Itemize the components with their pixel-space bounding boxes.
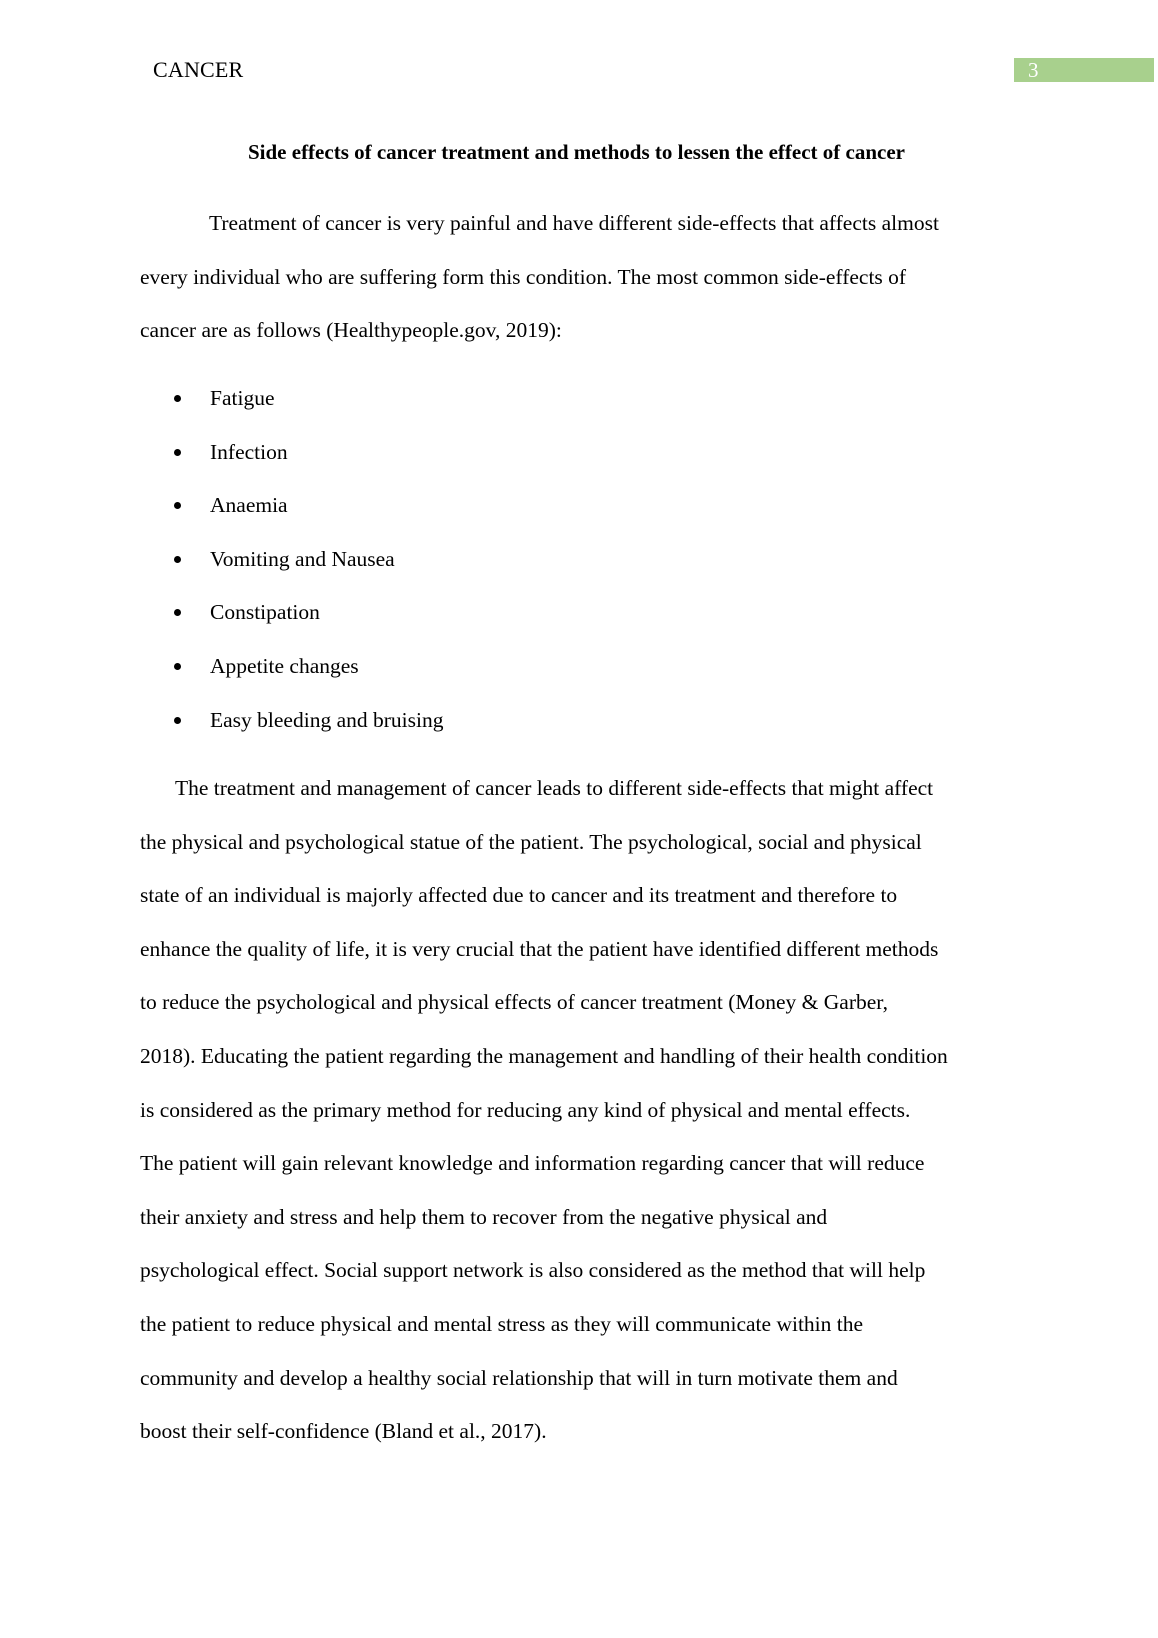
list-item-text: Vomiting and Nausea (210, 546, 395, 571)
list-item-text: Easy bleeding and bruising (210, 707, 444, 732)
paragraph-line: every individual who are suffering form this condition. The most common side-effects of (140, 264, 907, 289)
paragraph-line: their anxiety and stress and help them to recover from the negative physical and (140, 1204, 828, 1229)
paragraph-line: boost their self-confidence (Bland et al., 2017). (140, 1419, 547, 1444)
list-item-text: Anaemia (210, 493, 288, 518)
bullet-icon (174, 717, 181, 724)
paragraph-line: cancer are as follows (Healthypeople.gov, 2019): (140, 318, 562, 343)
paragraph-line: to reduce the psychological and physical effects of cancer treatment (Money & Garber, (140, 990, 888, 1015)
paragraph-line: psychological effect. Social support network is also considered as the method that will help (140, 1258, 926, 1283)
bullet-icon (174, 502, 181, 509)
paragraph-line: The treatment and management of cancer leads to different side-effects that might affect (175, 776, 934, 800)
paragraph-line: The patient will gain relevant knowledge and information regarding cancer that will reduce (140, 1151, 925, 1176)
list-item-text: Appetite changes (210, 653, 359, 678)
paragraph-line: the patient to reduce physical and mental stress as they will communicate within the (140, 1311, 864, 1336)
list-item-text: Infection (210, 439, 288, 464)
paragraph-line: Treatment of cancer is very painful and have different side-effects that affects almost (209, 211, 939, 235)
bullet-icon (174, 663, 181, 670)
bullet-icon (174, 449, 181, 456)
page-number: 3 (1028, 58, 1039, 82)
paragraph-line: is considered as the primary method for reducing any kind of physical and mental effects. (140, 1097, 911, 1122)
intro-paragraph (140, 197, 1020, 358)
paragraph-line: enhance the quality of life, it is very crucial that the patient have identified different methods (140, 936, 939, 961)
paragraph-line: the physical and psychological statue of the patient. The psychological, social and physical (140, 829, 922, 854)
bullet-icon (174, 395, 181, 402)
list-item-text: Constipation (210, 600, 320, 625)
list-item-text: Fatigue (210, 386, 275, 410)
paragraph-line: community and develop a healthy social relationship that will in turn motivate them and (140, 1365, 898, 1390)
running-head: CANCER (153, 57, 244, 82)
paragraph-line: 2018). Educating the patient regarding the management and handling of their health condition (140, 1043, 948, 1068)
bullet-icon (174, 609, 181, 616)
body-paragraph (140, 762, 1020, 1459)
paragraph-line: state of an individual is majorly affected due to cancer and its treatment and therefore to (140, 883, 898, 908)
page-number-box (1014, 58, 1154, 82)
bullet-icon (174, 556, 181, 563)
section-heading: Side effects of cancer treatment and methods to lessen the effect of cancer (247, 140, 906, 164)
